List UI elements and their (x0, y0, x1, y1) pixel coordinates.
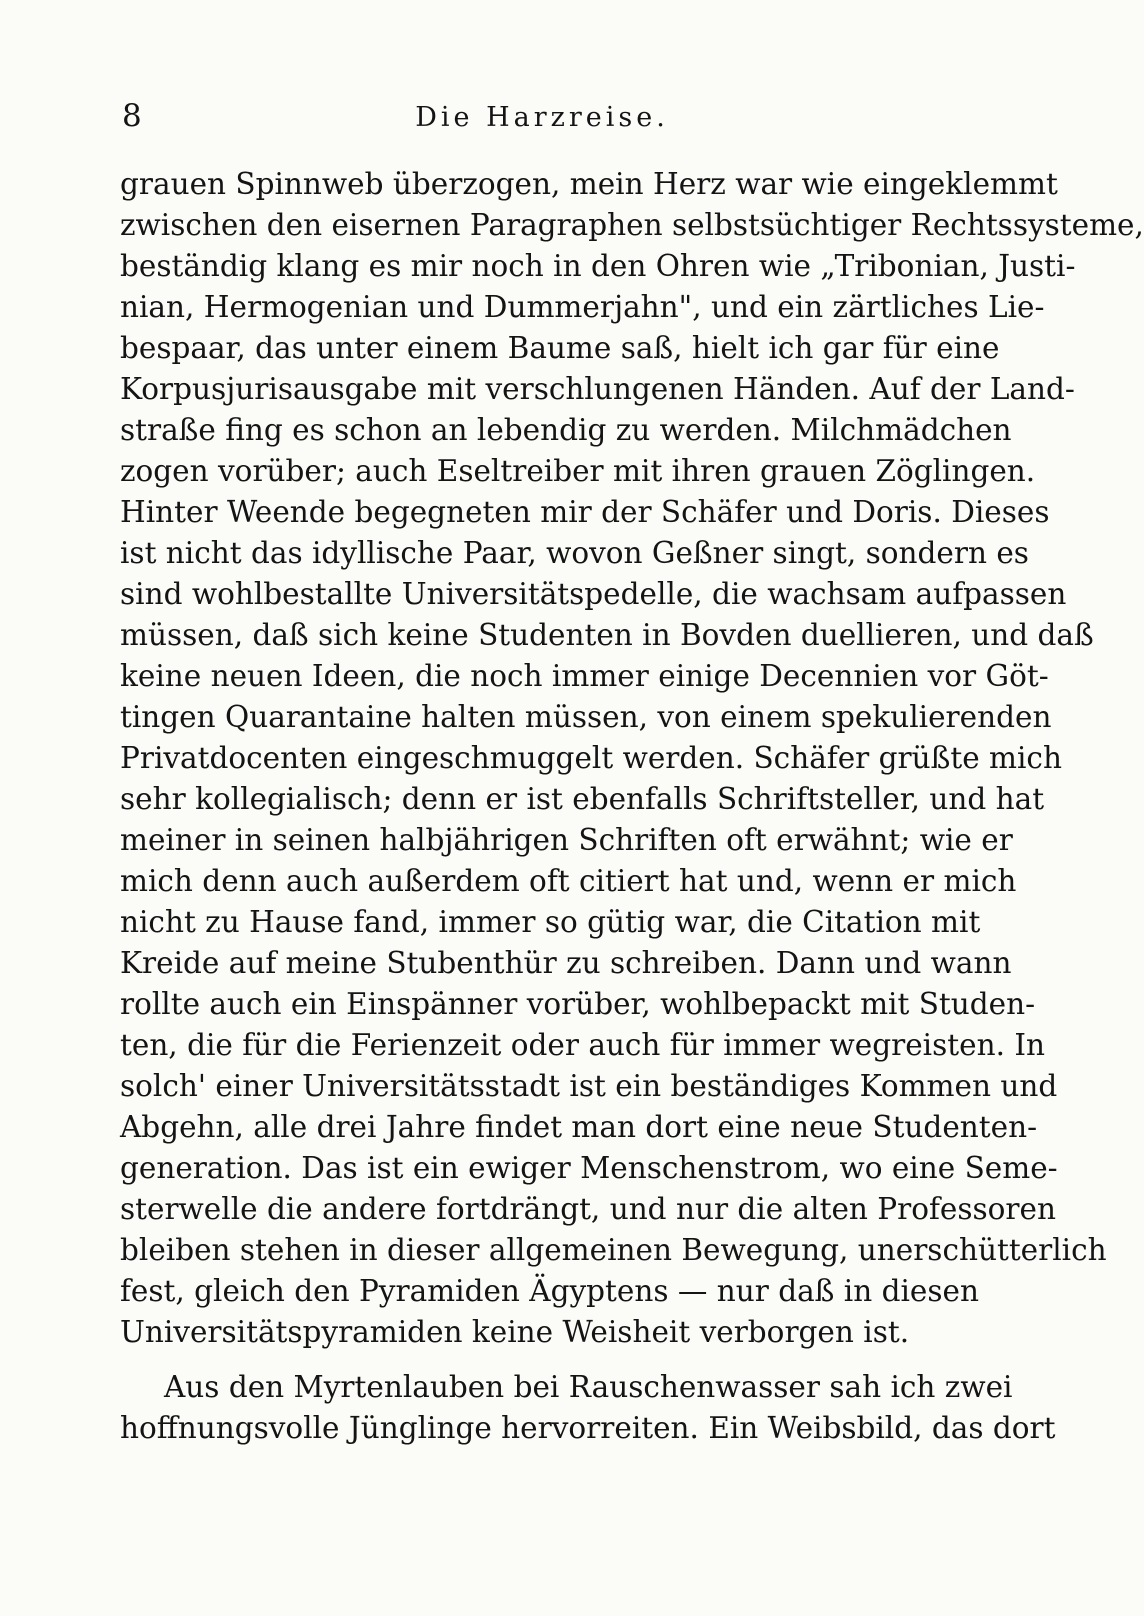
paragraph-spacer (120, 1353, 936, 1367)
text-line: keine neuen Ideen, die noch immer einige Decennien vor Göt- (120, 659, 1049, 693)
text-line: sterwelle die andere fortdrängt, und nur die alten Professoren (120, 1192, 1056, 1226)
text-line: rollte auch ein Einspänner vorüber, wohlbepackt mit Studen- (120, 987, 1036, 1021)
page-header (118, 98, 966, 148)
text-line: meiner in seinen halbjährigen Schriften oft erwähnt; wie er (120, 823, 1013, 857)
text-line: Aus den Myrtenlauben bei Rauschenwasser sah ich zwei (164, 1370, 1013, 1404)
text-line: zwischen den eisernen Paragraphen selbstsüchtiger Rechtssysteme, (120, 208, 1144, 242)
text-line: bespaar, das unter einem Baume saß, hielt ich gar für eine (120, 331, 1000, 365)
text-line: straße fing es schon an lebendig zu werden. Milchmädchen (120, 413, 1012, 447)
body-text (120, 164, 1144, 1449)
text-line: solch' einer Universitätsstadt ist ein beständiges Kommen und (120, 1069, 1058, 1103)
text-line: ist nicht das idyllische Paar, wovon Geßner singt, sondern es (120, 536, 1029, 570)
text-line: Abgehn, alle drei Jahre findet man dort eine neue Studenten- (120, 1110, 1038, 1144)
text-line: hoffnungsvolle Jünglinge hervorreiten. Ein Weibsbild, das dort (120, 1411, 1056, 1445)
text-line: beständig klang es mir noch in den Ohren wie „Tribonian, Justi- (120, 249, 1076, 283)
running-title: Die Harzreise. (415, 102, 669, 133)
text-line: mich denn auch außerdem oft citiert hat und, wenn er mich (120, 864, 1017, 898)
text-line: grauen Spinnweb überzogen, mein Herz war wie eingeklemmt (120, 167, 1058, 201)
text-line: zogen vorüber; auch Eseltreiber mit ihren grauen Zöglingen. (120, 454, 1036, 488)
text-line: sehr kollegialisch; denn er ist ebenfalls Schriftsteller, und hat (120, 782, 1045, 816)
page-number: 8 (122, 98, 142, 134)
paragraph-1 (120, 164, 1144, 1353)
text-line: generation. Das ist ein ewiger Menschenstrom, wo eine Seme- (120, 1151, 1058, 1185)
text-line: Universitätspyramiden keine Weisheit verborgen ist. (120, 1315, 910, 1349)
text-line: tingen Quarantaine halten müssen, von einem spekulierenden (120, 700, 1052, 734)
text-line: Hinter Weende begegneten mir der Schäfer und Doris. Dieses (120, 495, 1050, 529)
text-line: Privatdocenten eingeschmuggelt werden. Schäfer grüßte mich (120, 741, 1062, 775)
text-line: nicht zu Hause fand, immer so gütig war, die Citation mit (120, 905, 981, 939)
text-line: Korpusjurisausgabe mit verschlungenen Händen. Auf der Land- (120, 372, 1075, 406)
text-line: Kreide auf meine Stubenthür zu schreiben. Dann und wann (120, 946, 1012, 980)
text-line: müssen, daß sich keine Studenten in Bovden duellieren, und daß (120, 618, 1094, 652)
text-line: fest, gleich den Pyramiden Ägyptens — nur daß in diesen (120, 1274, 979, 1308)
text-line: bleiben stehen in dieser allgemeinen Bewegung, unerschütterlich (120, 1233, 1107, 1267)
text-line: nian, Hermogenian und Dummerjahn", und ein zärtliches Lie- (120, 290, 1045, 324)
text-line: ten, die für die Ferienzeit oder auch für immer wegreisten. In (120, 1028, 1045, 1062)
paragraph-2 (120, 1367, 1056, 1449)
text-line: sind wohlbestallte Universitätspedelle, die wachsam aufpassen (120, 577, 1067, 611)
